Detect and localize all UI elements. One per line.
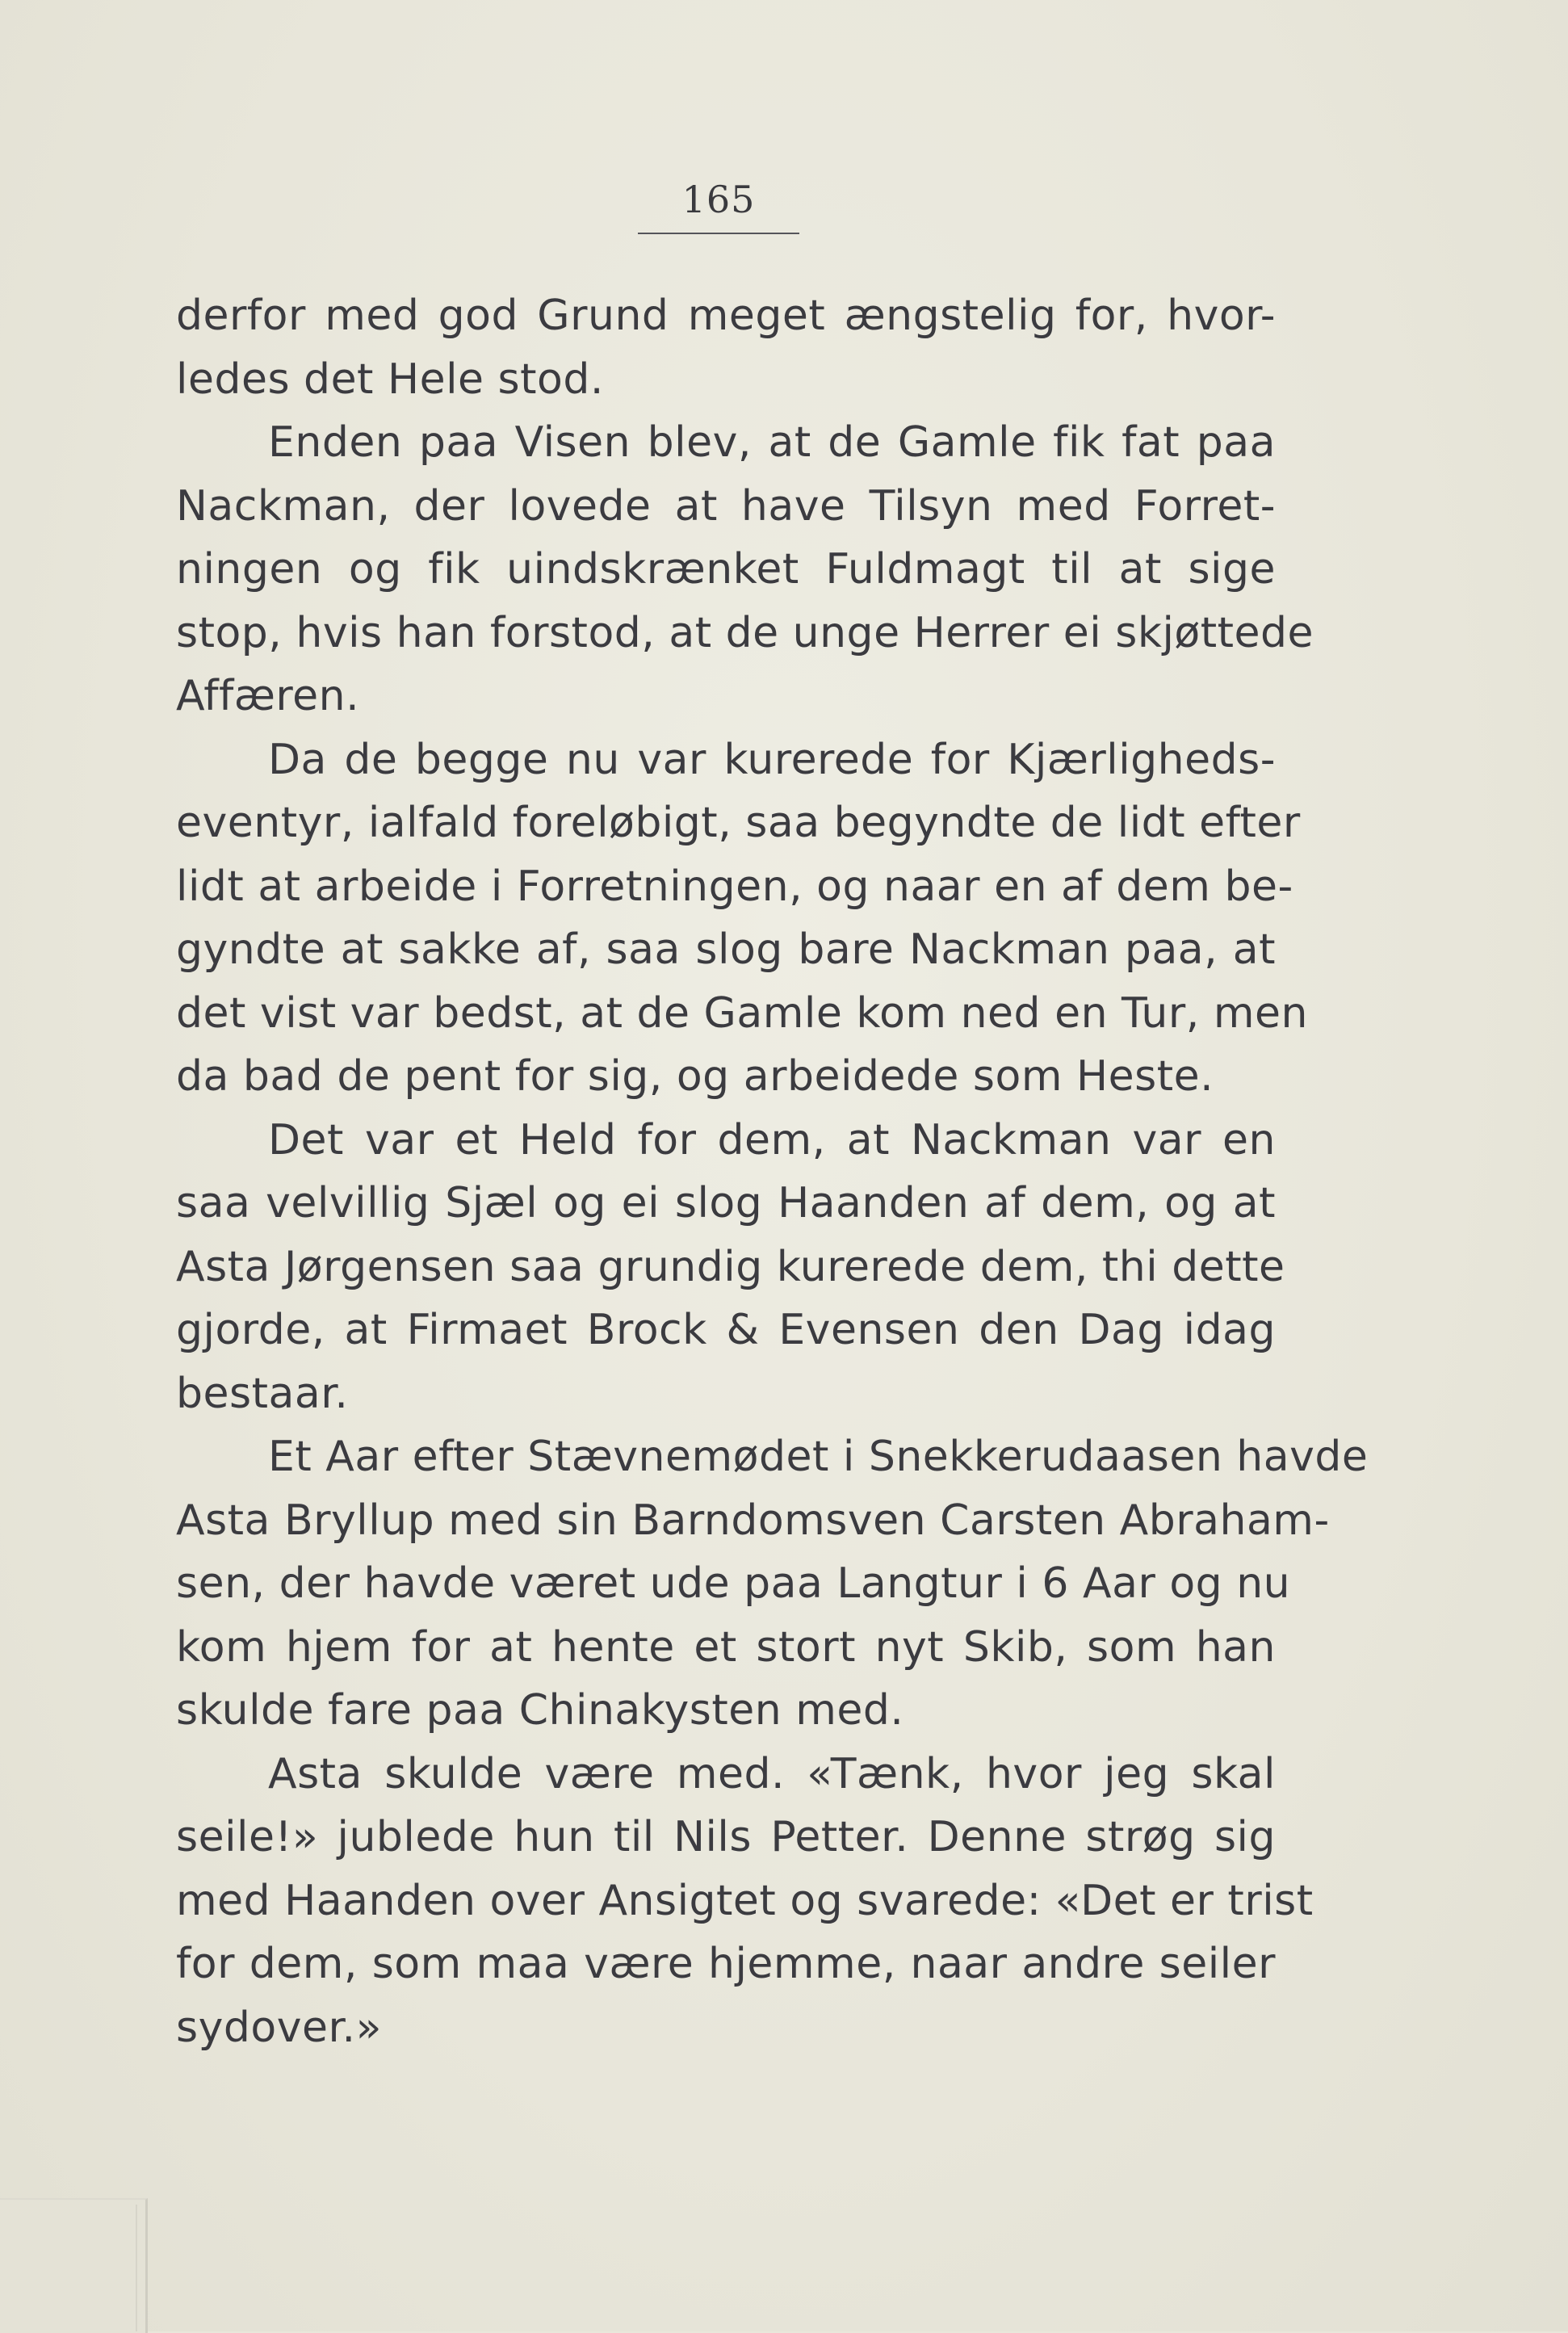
body-text	[176, 284, 1369, 2059]
text-line: stop, hvis han forstod, at de unge Herrer ei skjøttede	[176, 608, 1314, 657]
text-line: kom hjem for at hente et stort nyt Skib, som han	[176, 1622, 1276, 1672]
text-line: Asta Jørgensen saa grundig kurerede dem, thi dette	[176, 1242, 1285, 1291]
page-number-rule	[638, 233, 799, 234]
text-line: med Haanden over Ansigtet og svarede: «Det er trist	[176, 1876, 1314, 1925]
text-line: bestaar.	[176, 1369, 349, 1418]
text-line: eventyr, ialfald foreløbigt, saa begyndte de lidt efter	[176, 799, 1301, 847]
text-line: skulde fare paa Chinakysten med.	[176, 1686, 904, 1735]
text-line: Nackman, der lovede at have Tilsyn med Forret-	[176, 481, 1276, 531]
text-line: ningen og fik uindskrænket Fuldmagt til at sige	[176, 545, 1276, 594]
text-line: Asta skulde være med. «Tænk, hvor jeg skal	[268, 1749, 1276, 1798]
text-line: Et Aar efter Stævnemødet i Snekkerudaasen havde	[268, 1433, 1369, 1481]
page-number: 165	[681, 178, 756, 221]
text-line: Da de begge nu var kurerede for Kjærligheds-	[268, 735, 1276, 784]
text-line: ledes det Hele stod.	[176, 355, 604, 404]
text-line: sen, der havde været ude paa Langtur i 6 Aar og nu	[176, 1559, 1291, 1608]
text-line: gjorde, at Firmaet Brock & Evensen den Dag idag	[176, 1306, 1276, 1354]
text-line: da bad de pent for sig, og arbeidede som Heste.	[176, 1052, 1214, 1101]
text-line: seile!» jublede hun til Nils Petter. Denne strøg sig	[176, 1813, 1276, 1861]
text-line: derfor med god Grund meget ængstelig for, hvor-	[176, 292, 1276, 340]
text-line: Det var et Held for dem, at Nackman var en	[268, 1115, 1276, 1164]
text-line: Affæren.	[176, 672, 360, 720]
text-line: Enden paa Visen blev, at de Gamle fik fat paa	[268, 418, 1276, 467]
text-line: Asta Bryllup med sin Barndomsven Carsten Abraham-	[176, 1496, 1330, 1545]
text-line: lidt at arbeide i Forretningen, og naar en af dem be-	[176, 862, 1293, 911]
text-line: saa velvillig Sjæl og ei slog Haanden af dem, og at	[176, 1179, 1276, 1227]
text-line: gyndte at sakke af, saa slog bare Nackman paa, at	[176, 925, 1276, 974]
text-line: det vist var bedst, at de Gamle kom ned en Tur, men	[176, 988, 1308, 1038]
page-corner-edge-inner	[0, 2205, 137, 2331]
text-line: sydover.»	[176, 2003, 382, 2052]
text-line: for dem, som maa være hjemme, naar andre seiler	[176, 1940, 1276, 1988]
